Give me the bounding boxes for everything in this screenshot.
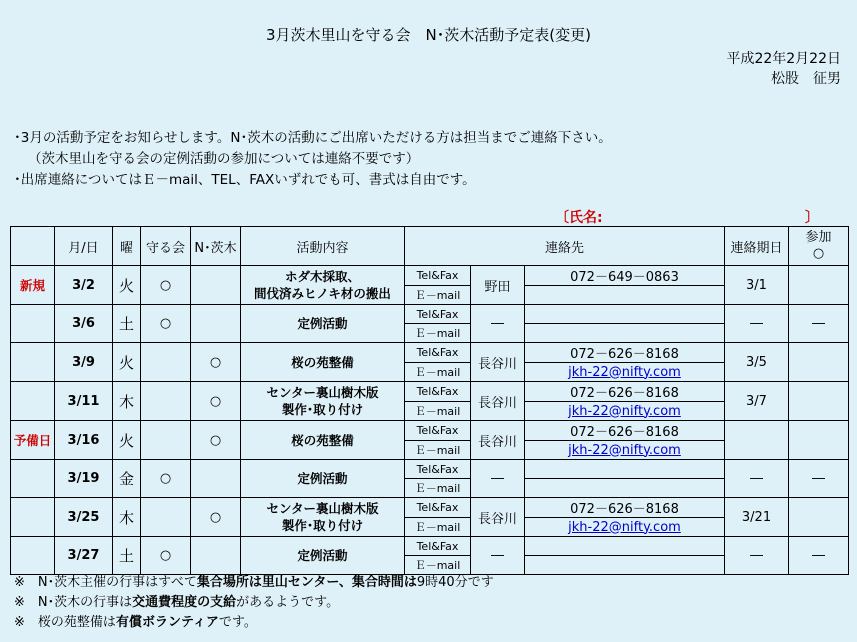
activity-line: 桜の苑整備 [291, 432, 354, 448]
contact-label-email: Ｅ－mail [405, 479, 471, 498]
row-deadline: 3/5 [725, 343, 789, 382]
row-day-of-week: 土 [113, 305, 141, 343]
row-day-of-week: 木 [113, 498, 141, 537]
footnote-text: 9時40分 [416, 575, 468, 590]
table-row [11, 305, 849, 324]
row-contact-person: 長谷川 [471, 382, 525, 421]
footnote-text: があるようです。 [236, 595, 340, 610]
row-email [525, 402, 725, 421]
contact-label-telfax: Tel&Fax [405, 460, 471, 479]
row-attend: ― [789, 537, 849, 575]
contact-label-email: Ｅ－mail [405, 441, 471, 460]
row-email [525, 363, 725, 382]
row-deadline: 3/21 [725, 498, 789, 537]
row-attend: ― [789, 305, 849, 343]
row-deadline: ― [725, 460, 789, 498]
row-date: 3/16 [55, 421, 113, 460]
row-email [525, 441, 725, 460]
row-phone [525, 537, 725, 556]
page-title: 3月茨木里山を守る会 N･茨木活動予定表(変更) [266, 26, 591, 44]
row-attend [789, 421, 849, 460]
row-activity [241, 421, 405, 460]
row-deadline: ― [725, 537, 789, 575]
notice-line-1: ･3月の活動予定をお知らせします。N･茨木の活動にご出席いただける方は担当までご連絡下さい。 [14, 130, 612, 146]
row-deadline: ― [725, 305, 789, 343]
activity-line: センター裏山樹木版 [266, 501, 379, 516]
row-email [525, 286, 725, 305]
row-activity [241, 305, 405, 343]
footnote-text: 交通費程度の支給 [132, 595, 237, 610]
row-phone: 072－626－8168 [525, 382, 725, 402]
row-deadline [725, 421, 789, 460]
row-mamoru-mark [141, 382, 191, 421]
contact-label-telfax: Tel&Fax [405, 343, 471, 363]
row-date: 3/11 [55, 382, 113, 421]
row-attend: ― [789, 460, 849, 498]
table-row [11, 537, 849, 556]
author-name: 松股 征男 [771, 71, 841, 87]
row-date: 3/9 [55, 343, 113, 382]
activity-line: 製作･取り付け [281, 518, 364, 533]
activity-line: センター裏山樹木版 [266, 385, 379, 400]
activity-line: ホダ木採取、 [284, 269, 360, 284]
row-flag: 新規 [11, 266, 55, 305]
schedule-table [10, 226, 849, 575]
header-row [11, 227, 849, 266]
row-attend [789, 382, 849, 421]
row-day-of-week: 火 [113, 266, 141, 305]
contact-label-telfax: Tel&Fax [405, 537, 471, 556]
row-day-of-week: 土 [113, 537, 141, 575]
contact-label-telfax: Tel&Fax [405, 498, 471, 518]
header-attend-label: 参加 [805, 230, 832, 245]
row-n-ibaraki-mark [191, 305, 241, 343]
row-flag [11, 343, 55, 382]
row-email [525, 479, 725, 498]
header-activity: 活動内容 [241, 227, 405, 266]
row-n-ibaraki-mark [191, 460, 241, 498]
row-deadline: 3/7 [725, 382, 789, 421]
header-attend [789, 227, 849, 266]
row-n-ibaraki-mark [191, 266, 241, 305]
issue-date: 平成22年2月22日 [726, 51, 841, 67]
row-contact-person: 長谷川 [471, 421, 525, 460]
row-n-ibaraki-mark: ○ [191, 498, 241, 537]
row-phone: 072－626－8168 [525, 421, 725, 441]
header-date: 月/日 [55, 227, 113, 266]
row-flag [11, 305, 55, 343]
row-contact-person: ― [471, 537, 525, 575]
row-contact-person: 長谷川 [471, 343, 525, 382]
row-mamoru-mark [141, 421, 191, 460]
table-row [11, 382, 849, 402]
row-contact-person: ― [471, 305, 525, 343]
row-n-ibaraki-mark [191, 537, 241, 575]
activity-line: 定例活動 [297, 471, 348, 486]
row-day-of-week: 火 [113, 421, 141, 460]
notice-line-2: （茨木里山を守る会の定例活動の参加については連絡不要です） [28, 151, 420, 167]
row-flag [11, 498, 55, 537]
row-email [525, 324, 725, 343]
row-attend [789, 343, 849, 382]
footnote-text: です [467, 575, 494, 590]
contact-label-telfax: Tel&Fax [405, 266, 471, 286]
row-activity [241, 343, 405, 382]
row-phone [525, 460, 725, 479]
footnote-text: です。 [218, 615, 257, 630]
row-mamoru-mark [141, 498, 191, 537]
activity-line: 定例活動 [297, 316, 348, 331]
row-flag [11, 537, 55, 575]
activity-line: 製作･取り付け [281, 402, 364, 417]
row-phone: 072－626－8168 [525, 343, 725, 363]
row-date: 3/25 [55, 498, 113, 537]
table-row [11, 460, 849, 479]
activity-line: 間伐済みヒノキ材の搬出 [254, 286, 391, 301]
table-row [11, 498, 849, 518]
row-day-of-week: 木 [113, 382, 141, 421]
footnote-mark: ※ [14, 615, 25, 630]
name-field-label: 〔氏名: [555, 210, 603, 226]
row-attend [789, 266, 849, 305]
footnote-3 [14, 611, 257, 630]
row-n-ibaraki-mark: ○ [191, 343, 241, 382]
row-flag [11, 382, 55, 421]
footnote-mark: ※ [14, 575, 25, 590]
row-contact-person: ― [471, 460, 525, 498]
contact-label-email: Ｅ－mail [405, 556, 471, 575]
header-attend-circle: ○ [812, 246, 825, 261]
row-email [525, 518, 725, 537]
contact-label-email: Ｅ－mail [405, 324, 471, 343]
footnote-2 [14, 591, 339, 610]
footnote-text: N･茨木主催の行事はすべて [37, 575, 197, 590]
header-n-ibaraki: N･茨木 [191, 227, 241, 266]
contact-label-telfax: Tel&Fax [405, 421, 471, 441]
activity-line: 定例活動 [297, 548, 348, 563]
contact-label-telfax: Tel&Fax [405, 305, 471, 324]
contact-label-telfax: Tel&Fax [405, 382, 471, 402]
row-activity [241, 382, 405, 421]
header-deadline: 連絡期日 [725, 227, 789, 266]
table-row [11, 421, 849, 441]
footnote-mark: ※ [14, 595, 25, 610]
contact-label-email: Ｅ－mail [405, 402, 471, 421]
row-mamoru-mark: ○ [141, 305, 191, 343]
footnote-text: 桜の苑整備は [37, 615, 116, 630]
notice-line-3: ･出席連絡についてはＥ－mail、TEL、FAXいずれでも可、書式は自由です。 [14, 172, 476, 188]
row-activity [241, 266, 405, 305]
row-mamoru-mark [141, 343, 191, 382]
row-date: 3/2 [55, 266, 113, 305]
email-link[interactable]: jkh-22@nifty.com [568, 519, 681, 535]
footnote-text: N･茨木の行事は [37, 595, 133, 610]
contact-label-email: Ｅ－mail [405, 286, 471, 305]
contact-label-email: Ｅ－mail [405, 363, 471, 382]
row-mamoru-mark: ○ [141, 460, 191, 498]
row-n-ibaraki-mark: ○ [191, 421, 241, 460]
header-mamoru: 守る会 [141, 227, 191, 266]
row-date: 3/6 [55, 305, 113, 343]
row-phone [525, 305, 725, 324]
row-flag: 予備日 [11, 421, 55, 460]
table-row [11, 343, 849, 363]
row-day-of-week: 金 [113, 460, 141, 498]
row-date: 3/27 [55, 537, 113, 575]
row-flag [11, 460, 55, 498]
row-phone: 072－626－8168 [525, 498, 725, 518]
row-activity [241, 537, 405, 575]
row-mamoru-mark: ○ [141, 266, 191, 305]
row-attend [789, 498, 849, 537]
name-field-close-bracket: 〕 [805, 210, 819, 226]
footnote-1 [14, 571, 494, 590]
row-contact-person: 長谷川 [471, 498, 525, 537]
contact-label-email: Ｅ－mail [405, 518, 471, 537]
footnote-text: 集合場所は里山センター、集合時間は [196, 575, 417, 590]
row-phone: 072－649－0863 [525, 266, 725, 286]
email-link[interactable]: jkh-22@nifty.com [568, 403, 681, 419]
row-contact-person: 野田 [471, 266, 525, 305]
header-contact: 連絡先 [405, 227, 725, 266]
row-day-of-week: 火 [113, 343, 141, 382]
row-email [525, 556, 725, 575]
footnote-text: 有償ボランティア [115, 615, 219, 630]
email-link[interactable]: jkh-22@nifty.com [568, 442, 681, 458]
email-link[interactable]: jkh-22@nifty.com [568, 364, 681, 380]
header-flag [11, 227, 55, 266]
row-mamoru-mark: ○ [141, 537, 191, 575]
row-deadline: 3/1 [725, 266, 789, 305]
row-n-ibaraki-mark: ○ [191, 382, 241, 421]
row-activity [241, 460, 405, 498]
header-dow: 曜 [113, 227, 141, 266]
row-date: 3/19 [55, 460, 113, 498]
row-activity [241, 498, 405, 537]
table-row [11, 266, 849, 286]
activity-line: 桜の苑整備 [291, 354, 354, 370]
